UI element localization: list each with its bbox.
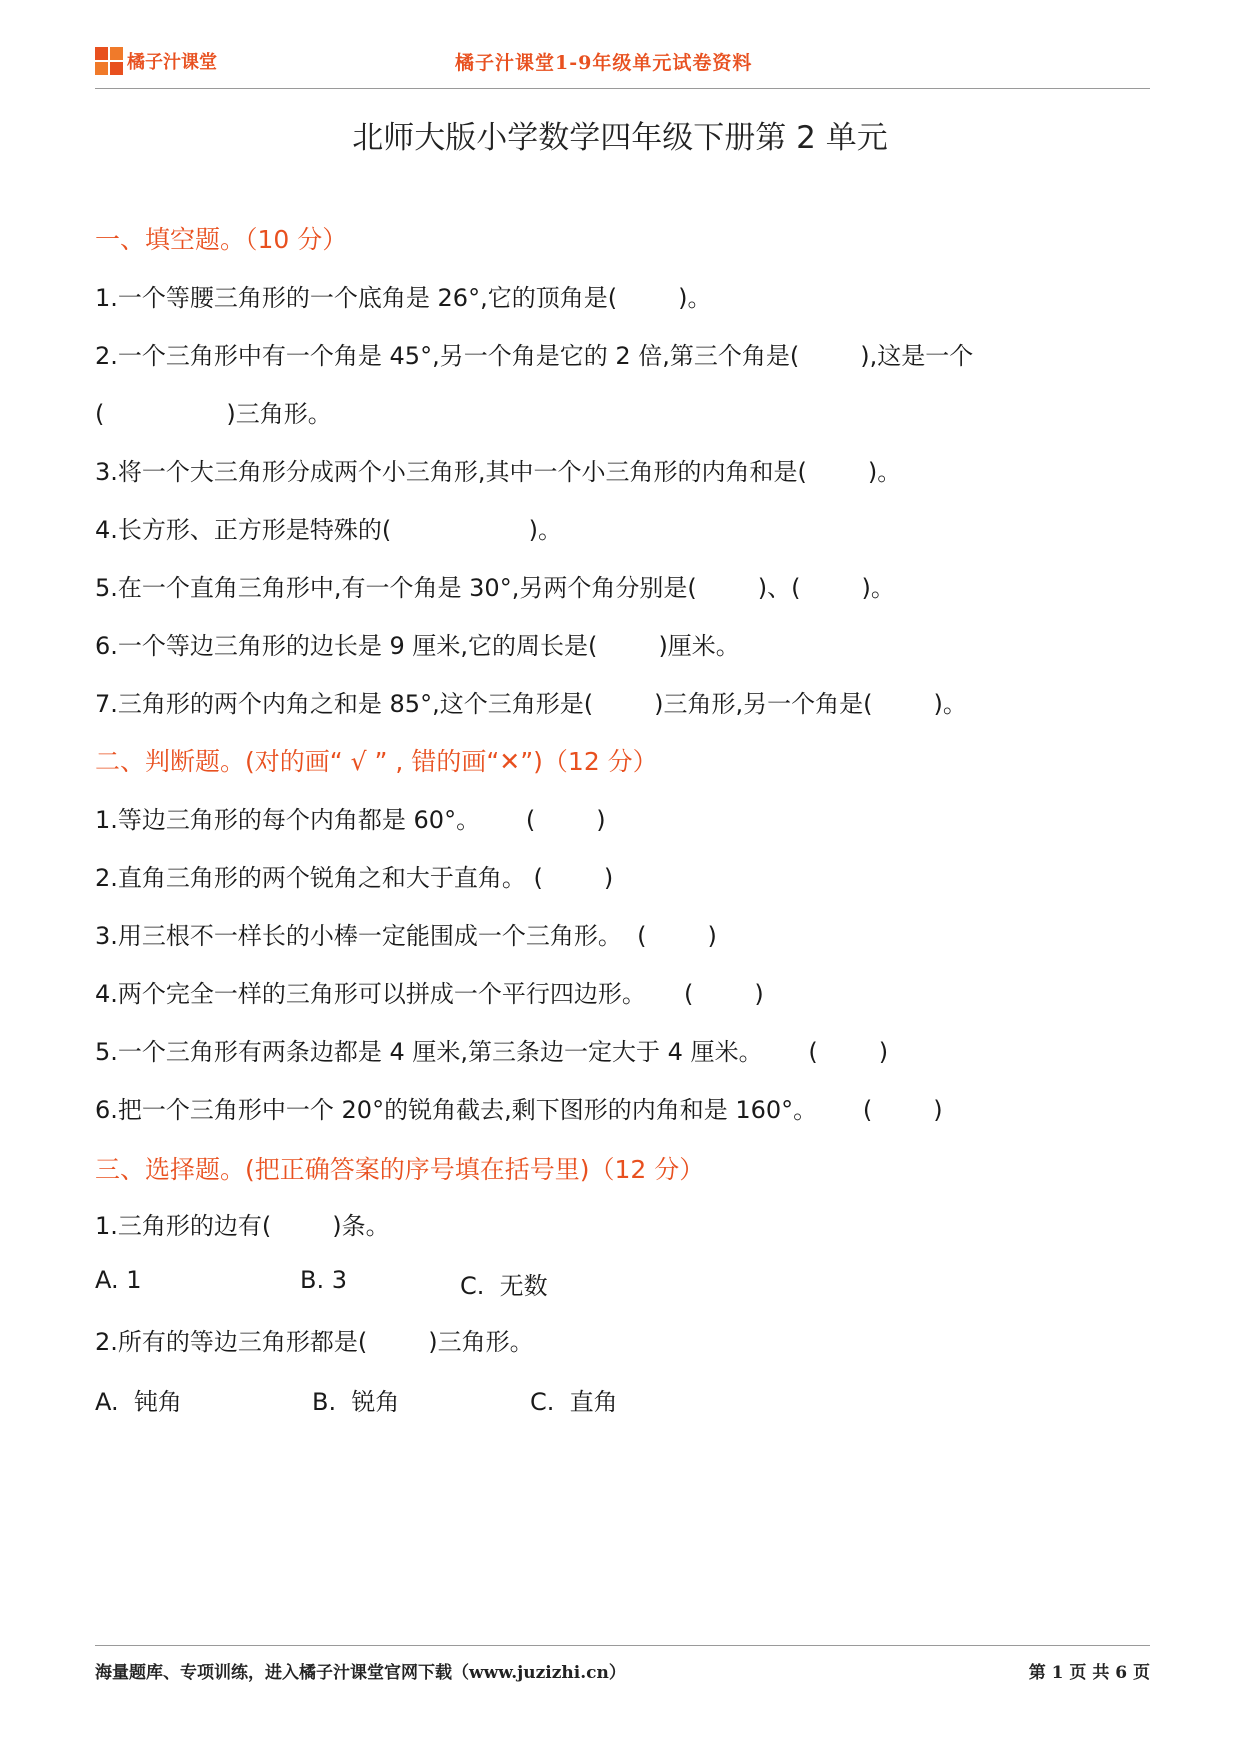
option-3-1-a: A. 1 <box>95 1266 142 1294</box>
orange-logo-icon <box>95 47 123 75</box>
question-2-2: 2.直角三角形的两个锐角之和大于直角。 ( ) <box>95 864 614 892</box>
question-1-2-cont: ( )三角形。 <box>95 400 332 428</box>
header-title: 橘子汁课堂1-9年级单元试卷资料 <box>455 52 753 74</box>
page-header <box>95 40 1150 89</box>
question-3-2: 2.所有的等边三角形都是( )三角形。 <box>95 1328 534 1356</box>
question-1-5: 5.在一个直角三角形中,有一个角是 30°,另两个角分别是( )、( )。 <box>95 574 895 602</box>
option-3-2-c: C. 直角 <box>530 1388 618 1416</box>
option-3-1-c: C. 无数 <box>460 1272 548 1300</box>
option-3-1-b: B. 3 <box>300 1266 347 1294</box>
footer-promo-text: 海量题库、专项训练，进入橘子汁课堂官网下载（www.juzizhi.cn） <box>95 1663 626 1683</box>
question-1-3: 3.将一个大三角形分成两个小三角形,其中一个小三角形的内角和是( )。 <box>95 458 902 486</box>
logo-text: 橘子汁课堂 <box>127 52 217 73</box>
section-3-heading: 三、选择题。(把正确答案的序号填在括号里)（12 分） <box>95 1155 705 1184</box>
question-1-6: 6.一个等边三角形的边长是 9 厘米,它的周长是( )厘米。 <box>95 632 740 660</box>
logo <box>95 46 217 76</box>
question-2-1: 1.等边三角形的每个内角都是 60°。 ( ) <box>95 806 606 834</box>
question-2-5: 5.一个三角形有两条边都是 4 厘米,第三条边一定大于 4 厘米。 ( ) <box>95 1038 889 1066</box>
question-2-6: 6.把一个三角形中一个 20°的锐角截去,剩下图形的内角和是 160°。 ( ) <box>95 1096 943 1124</box>
section-2-heading: 二、判断题。(对的画“ √ ” , 错的画“✕”)（12 分） <box>95 747 658 776</box>
option-3-2-a: A. 钝角 <box>95 1388 182 1416</box>
page-number: 第 1 页 共 6 页 <box>1028 1663 1150 1683</box>
question-1-1: 1.一个等腰三角形的一个底角是 26°,它的顶角是( )。 <box>95 284 712 312</box>
question-3-1: 1.三角形的边有( )条。 <box>95 1212 390 1240</box>
question-1-4: 4.长方形、正方形是特殊的( )。 <box>95 516 562 544</box>
section-1-heading: 一、填空题。（10 分） <box>95 225 348 254</box>
page-footer <box>95 1645 1150 1686</box>
question-2-3: 3.用三根不一样长的小棒一定能围成一个三角形。 ( ) <box>95 922 717 950</box>
option-3-2-b: B. 锐角 <box>312 1388 400 1416</box>
question-1-7: 7.三角形的两个内角之和是 85°,这个三角形是( )三角形,另一个角是( )。 <box>95 690 967 718</box>
question-2-4: 4.两个完全一样的三角形可以拼成一个平行四边形。 ( ) <box>95 980 764 1008</box>
question-1-2: 2.一个三角形中有一个角是 45°,另一个角是它的 2 倍,第三个角是( ),这是一个 <box>95 342 974 370</box>
document-title: 北师大版小学数学四年级下册第 2 单元 <box>352 120 888 156</box>
